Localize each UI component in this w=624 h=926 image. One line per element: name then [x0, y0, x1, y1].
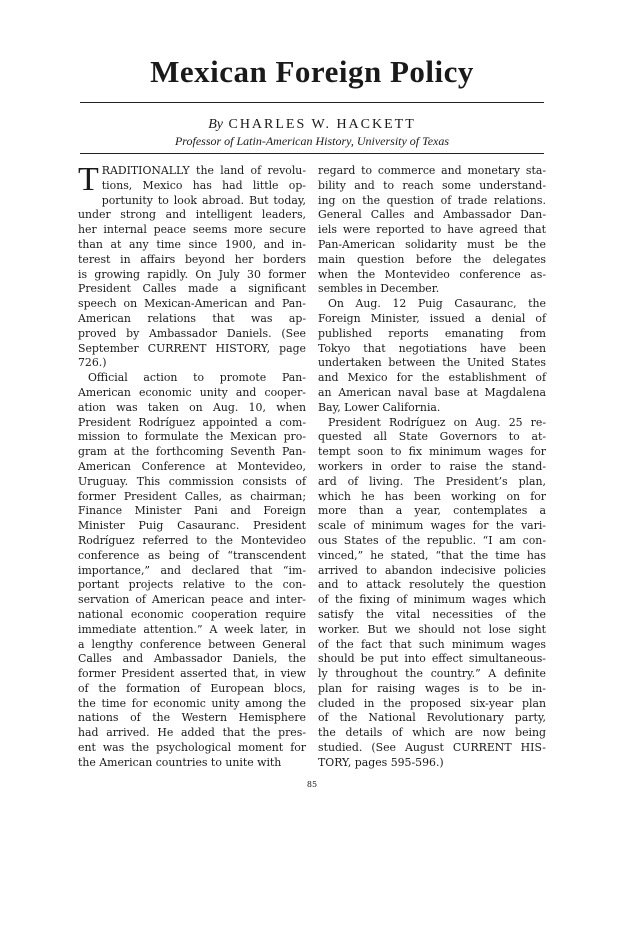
author-name: CHARLES W. HACKETT: [228, 117, 416, 132]
byline-rule: [80, 153, 544, 154]
text-line: plan for raising wages is to be in-: [318, 681, 546, 695]
text-line: the details of which are now being: [318, 726, 546, 740]
text-line: vinced,” he stated, “that the time has: [318, 548, 546, 562]
text-line: Rodríguez referred to the Montevideo: [78, 533, 306, 547]
text-line: Uruguay. This commission consists of: [78, 474, 306, 488]
right-column: [318, 164, 546, 771]
left-paragraphs: [78, 161, 306, 771]
text-line: President Calles made a significant: [78, 282, 306, 296]
text-line: On Aug. 12 Puig Casauranc, the: [328, 297, 546, 311]
text-line: ent was the psychological moment for: [78, 741, 306, 755]
left-column: [78, 161, 306, 771]
text-line: and Mexico for the establishment of: [318, 371, 546, 385]
text-line: her internal peace seems more secure: [78, 223, 306, 237]
text-line: of the formation of European blocs,: [78, 681, 306, 695]
text-line: conference as being of “transcendent: [78, 548, 306, 562]
text-line: portant projects relative to the con-: [78, 578, 306, 592]
text-line: of the fixing of minimum wages which: [318, 593, 546, 607]
text-line: published reports emanating from: [318, 326, 546, 340]
text-line: regard to commerce and monetary sta-: [318, 164, 546, 177]
text-line: American Conference at Montevideo,: [78, 459, 306, 473]
text-line: proved by Ambassador Daniels. (See: [78, 326, 306, 340]
text-line: RADITIONALLY the land of revolu-: [101, 164, 306, 177]
text-line: main question before the delegates: [318, 252, 546, 266]
text-line: ation was taken on Aug. 10, when: [78, 400, 306, 414]
text-line: ous States of the republic. “I am con-: [318, 533, 546, 547]
text-line: sembles in December.: [318, 282, 440, 296]
text-line: September CURRENT HISTORY, page: [78, 341, 306, 355]
text-line: a lengthy conference between General: [78, 637, 306, 651]
text-line: ing on the question of trade relations.: [318, 193, 546, 207]
text-line: undertaken between the United States: [318, 356, 546, 370]
text-line: the American countries to unite with: [78, 755, 282, 769]
text-line: tions, Mexico has had little op-: [101, 178, 306, 192]
text-line: President Rodríguez appointed a com-: [78, 415, 306, 429]
text-line: servation of American peace and inter-: [78, 593, 306, 607]
text-line: immediate attention.” A week later, in: [78, 622, 306, 636]
text-line: 726.): [78, 356, 107, 370]
text-line: arrived to abandon indecisive policies: [318, 563, 546, 577]
text-line: American economic unity and cooper-: [78, 385, 306, 399]
article-title: Mexican Foreign Policy: [150, 54, 474, 89]
text-line: of the National Revolutionary party,: [318, 711, 546, 725]
text-line: former President Calles, as chairman;: [78, 489, 306, 503]
text-line: portunity to look abroad. But today,: [101, 193, 306, 207]
text-line: terest in affairs beyond her borders: [78, 252, 306, 266]
text-line: scale of minimum wages for the vari-: [318, 519, 546, 533]
text-line: ly throughout the country.” A definite: [318, 667, 546, 681]
text-line: tempt soon to fix minimum wages for: [318, 445, 546, 459]
text-line: more than a year, contemplates a: [318, 504, 546, 518]
text-line: and to attack resolutely the question: [318, 578, 546, 592]
text-line: which he has been working on for: [318, 489, 546, 503]
text-line: is growing rapidly. On July 30 former: [78, 267, 306, 281]
text-line: when the Montevideo conference as-: [318, 267, 546, 281]
text-line: workers in order to raise the stand-: [318, 459, 546, 473]
text-line: bility and to reach some understand-: [318, 178, 546, 192]
text-line: cluded in the proposed six-year plan: [318, 696, 546, 710]
text-line: Official action to promote Pan-: [88, 371, 306, 385]
left-lines: [78, 161, 306, 771]
text-line: should be put into effect simultaneous-: [318, 652, 546, 666]
text-line: President Rodríguez on Aug. 25 re-: [328, 415, 546, 429]
text-line: had arrived. He added that the pres-: [78, 726, 306, 740]
text-line: former President asserted that, in view: [78, 667, 306, 681]
text-line: TORY, pages 595-596.): [318, 755, 444, 769]
text-line: nations of the Western Hemisphere: [78, 711, 306, 725]
text-line: General Calles and Ambassador Dan-: [318, 208, 546, 222]
text-line: worker. But we should not lose sight: [318, 622, 546, 636]
text-line: gram at the forthcoming Seventh Pan-: [78, 445, 306, 459]
text-line: Minister Puig Casauranc. President: [78, 519, 306, 533]
text-line: satisfy the vital necessities of the: [318, 607, 546, 621]
text-line: American relations that was ap-: [78, 311, 306, 325]
right-paragraphs: [318, 164, 546, 771]
text-line: Pan-American solidarity must be the: [318, 237, 546, 251]
text-line: the time for economic unity among the: [78, 696, 306, 710]
byline: [0, 117, 624, 133]
text-line: an American naval base at Magdalena: [318, 385, 546, 399]
page-number: 85: [306, 780, 318, 789]
text-line: studied. (See August CURRENT HIS-: [318, 741, 546, 755]
text-line: than at any time since 1900, and in-: [78, 237, 306, 251]
author-affiliation: Professor of Latin-American History, University of Texas: [174, 134, 450, 148]
text-line: Tokyo that negotiations have been: [318, 341, 546, 355]
text-line: Bay, Lower California.: [318, 400, 441, 414]
text-line: speech on Mexican-American and Pan-: [78, 297, 306, 311]
title-rule: [80, 102, 544, 103]
text-line: under strong and intelligent leaders,: [78, 208, 306, 222]
text-line: importance,” and declared that “im-: [78, 563, 306, 577]
text-line: Foreign Minister, issued a denial of: [318, 311, 546, 325]
text-line: mission to formulate the Mexican pro-: [78, 430, 306, 444]
byline-by: By: [208, 117, 223, 132]
text-line: ard of living. The President’s plan,: [318, 474, 546, 488]
text-line: Finance Minister Pani and Foreign: [78, 504, 306, 518]
text-line: iels were reported to have agreed that: [318, 223, 546, 237]
text-line: quested all State Governors to at-: [318, 430, 546, 444]
drop-cap: T: [78, 161, 99, 198]
text-line: Calles and Ambassador Daniels, the: [78, 652, 306, 666]
text-line: of the fact that such minimum wages: [318, 637, 546, 651]
text-line: national economic cooperation require: [78, 607, 306, 621]
